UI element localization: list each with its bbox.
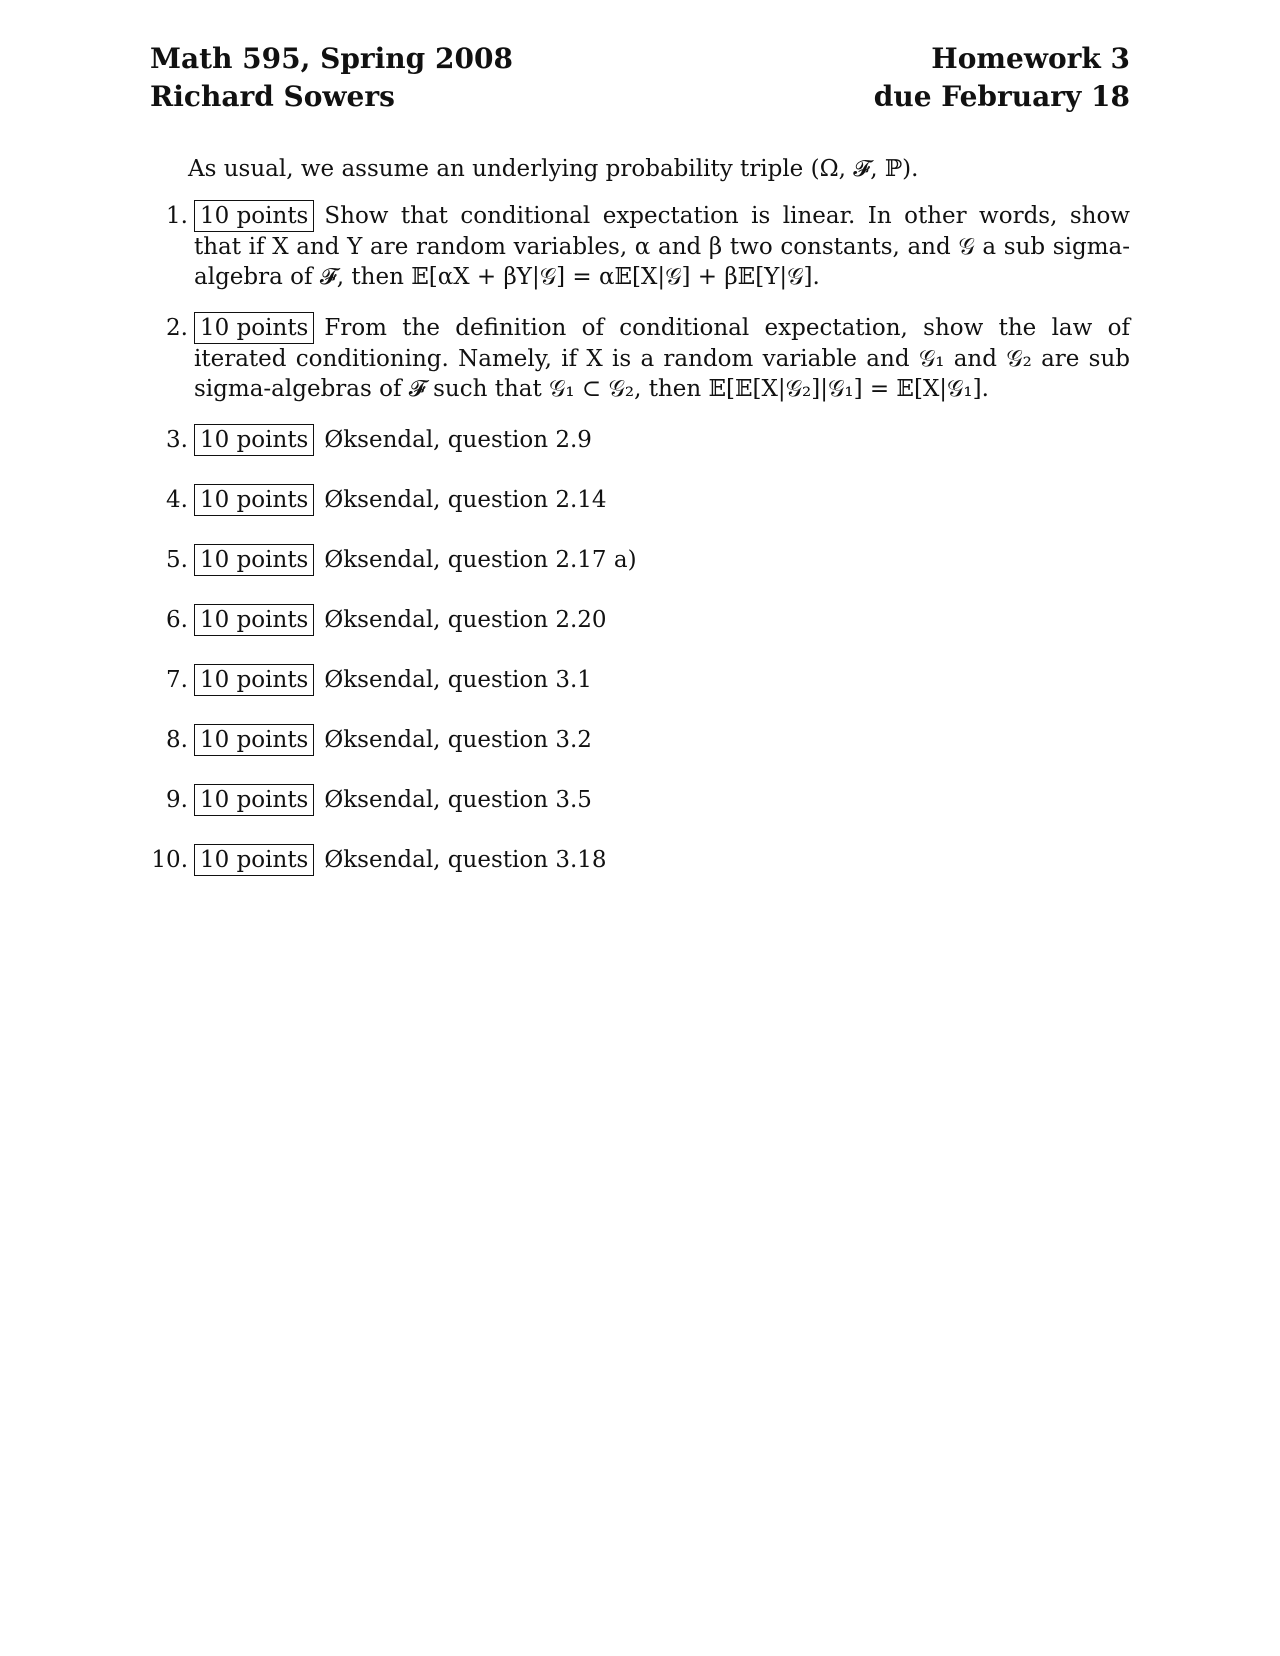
problem-item xyxy=(150,484,1130,516)
points-box: 10 points xyxy=(194,484,314,516)
problem-item xyxy=(150,664,1130,696)
problem-content xyxy=(194,784,1130,816)
points-box: 10 points xyxy=(194,724,314,756)
problem-content xyxy=(194,604,1130,636)
problem-text: Show that conditional expectation is linear. In other words, show that if X and Y are random variables, α and β two constants, and 𝒢 a sub sigma-algebra of 𝓕, then 𝔼[αX + βY|𝒢] = α𝔼[X|𝒢] + β𝔼[Y|𝒢]. xyxy=(194,203,1130,290)
points-box: 10 points xyxy=(194,424,314,456)
problem-text: Øksendal, question 2.14 xyxy=(324,487,607,513)
points-box: 10 points xyxy=(194,844,314,876)
header-right xyxy=(874,40,1130,116)
problem-text: Øksendal, question 3.5 xyxy=(324,787,592,813)
problem-number: 8. xyxy=(166,727,188,753)
problem-text: Øksendal, question 3.1 xyxy=(324,667,592,693)
problem-content xyxy=(194,724,1130,756)
problem-content xyxy=(194,844,1130,876)
problem-number: 5. xyxy=(166,547,188,573)
problem-content xyxy=(194,200,1130,292)
problem-content xyxy=(194,424,1130,456)
course-title: Math 595, Spring 2008 xyxy=(150,42,513,75)
problem-text: Øksendal, question 2.17 a) xyxy=(324,547,637,573)
points-box: 10 points xyxy=(194,200,314,232)
problem-number: 4. xyxy=(166,487,188,513)
points-box: 10 points xyxy=(194,784,314,816)
problem-item xyxy=(150,604,1130,636)
problem-text: Øksendal, question 2.9 xyxy=(324,427,592,453)
points-box: 10 points xyxy=(194,664,314,696)
problem-number: 3. xyxy=(166,427,188,453)
author-name: Richard Sowers xyxy=(150,80,395,113)
due-date: due February 18 xyxy=(873,80,1130,113)
problem-number: 1. xyxy=(166,203,188,229)
problem-item xyxy=(150,844,1130,876)
problem-text: Øksendal, question 3.18 xyxy=(324,847,607,873)
problem-item xyxy=(150,312,1130,404)
problem-number: 6. xyxy=(166,607,188,633)
problem-content xyxy=(194,312,1130,404)
problem-item xyxy=(150,544,1130,576)
points-box: 10 points xyxy=(194,544,314,576)
problem-item xyxy=(150,784,1130,816)
assignment-title: Homework 3 xyxy=(931,42,1130,75)
problem-number: 9. xyxy=(166,787,188,813)
homework-page xyxy=(150,40,1130,904)
problem-number: 10. xyxy=(151,847,188,873)
points-box: 10 points xyxy=(194,312,314,344)
points-box: 10 points xyxy=(194,604,314,636)
intro-text: As usual, we assume an underlying probability triple (Ω, 𝓕, ℙ). xyxy=(188,156,919,182)
problem-list xyxy=(150,200,1130,876)
problem-item xyxy=(150,424,1130,456)
problem-number: 7. xyxy=(166,667,188,693)
document-header xyxy=(150,40,1130,116)
problem-item xyxy=(150,724,1130,756)
problem-content xyxy=(194,664,1130,696)
problem-content xyxy=(194,484,1130,516)
problem-text: Øksendal, question 3.2 xyxy=(324,727,592,753)
problem-text: Øksendal, question 2.20 xyxy=(324,607,607,633)
problem-text: From the definition of conditional expectation, show the law of iterated conditioning. Namely, if X is a random variable and 𝒢₁ and 𝒢₂ are sub sigma-algebras of 𝓕 such that 𝒢₁ ⊂ 𝒢₂, then 𝔼[𝔼[X|𝒢₂]|𝒢₁] = 𝔼[X|𝒢₁]. xyxy=(194,315,1130,402)
problem-content xyxy=(194,544,1130,576)
problem-item xyxy=(150,200,1130,292)
problem-number: 2. xyxy=(166,315,188,341)
header-left xyxy=(150,40,513,116)
